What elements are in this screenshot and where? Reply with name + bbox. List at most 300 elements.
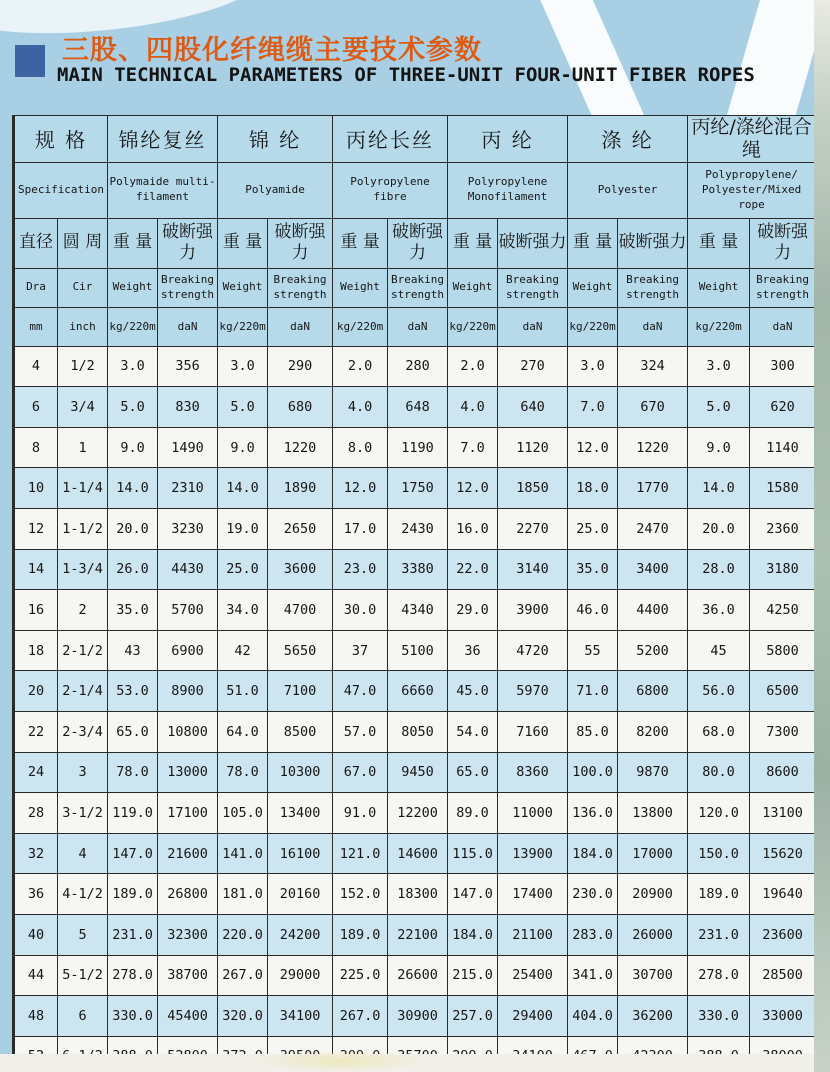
value-cell: 2360 xyxy=(750,508,817,549)
value-cell: 28.0 xyxy=(688,549,750,590)
value-cell: 8050 xyxy=(388,711,448,752)
value-cell: 13800 xyxy=(618,793,688,834)
value-cell: 57.0 xyxy=(333,711,388,752)
page-title-english: MAIN TECHNICAL PARAMETERS OF THREE-UNIT FOUR-UNIT FIBER ROPES xyxy=(57,64,755,86)
value-cell: 5970 xyxy=(498,671,568,712)
value-cell: 36200 xyxy=(618,996,688,1037)
group-header-polypropylene-mono-en: Polyropylene Monofilament xyxy=(448,162,568,218)
value-cell: 356 xyxy=(158,346,218,387)
table-row xyxy=(14,427,817,468)
value-cell: 25400 xyxy=(498,955,568,996)
value-cell: 231.0 xyxy=(688,914,750,955)
value-cell: 5100 xyxy=(388,630,448,671)
value-cell: 2430 xyxy=(388,508,448,549)
value-cell: 189.0 xyxy=(108,874,158,915)
col-header-breaking-cn: 破断强力 xyxy=(618,218,688,268)
value-cell: 267.0 xyxy=(333,996,388,1037)
value-cell: 141.0 xyxy=(218,833,268,874)
value-cell: 257.0 xyxy=(448,996,498,1037)
value-cell: 1750 xyxy=(388,468,448,509)
value-cell: 32300 xyxy=(158,914,218,955)
value-cell: 3180 xyxy=(750,549,817,590)
value-cell: 670 xyxy=(618,387,688,428)
value-cell: 22100 xyxy=(388,914,448,955)
value-cell: 20.0 xyxy=(688,508,750,549)
value-cell: 5.0 xyxy=(218,387,268,428)
col-header-weight-en: Weight xyxy=(333,268,388,307)
col-header-breaking-cn: 破断强力 xyxy=(750,218,817,268)
diameter-cell: 14 xyxy=(14,549,58,590)
value-cell: 4250 xyxy=(750,590,817,631)
value-cell: 71.0 xyxy=(568,671,618,712)
value-cell: 147.0 xyxy=(108,833,158,874)
col-header-weight-en: Weight xyxy=(688,268,750,307)
value-cell: 3.0 xyxy=(568,346,618,387)
value-cell: 29400 xyxy=(498,996,568,1037)
value-cell: 64.0 xyxy=(218,711,268,752)
value-cell: 300 xyxy=(750,346,817,387)
value-cell: 2.0 xyxy=(448,346,498,387)
value-cell: 22.0 xyxy=(448,549,498,590)
value-cell: 91.0 xyxy=(333,793,388,834)
value-cell: 7100 xyxy=(268,671,333,712)
value-cell: 120.0 xyxy=(688,793,750,834)
group-header-polypropylene-fibre: 丙纶长丝 xyxy=(333,116,448,163)
table-row xyxy=(14,711,817,752)
unit-mm: mm xyxy=(14,307,58,346)
value-cell: 12.0 xyxy=(333,468,388,509)
value-cell: 4700 xyxy=(268,590,333,631)
value-cell: 184.0 xyxy=(448,914,498,955)
value-cell: 28500 xyxy=(750,955,817,996)
value-cell: 8500 xyxy=(268,711,333,752)
value-cell: 8.0 xyxy=(333,427,388,468)
value-cell: 43 xyxy=(108,630,158,671)
value-cell: 5800 xyxy=(750,630,817,671)
value-cell: 150.0 xyxy=(688,833,750,874)
value-cell: 68.0 xyxy=(688,711,750,752)
value-cell: 47.0 xyxy=(333,671,388,712)
value-cell: 23.0 xyxy=(333,549,388,590)
value-cell: 65.0 xyxy=(448,752,498,793)
value-cell: 7.0 xyxy=(448,427,498,468)
value-cell: 320.0 xyxy=(218,996,268,1037)
value-cell: 270 xyxy=(498,346,568,387)
value-cell: 330.0 xyxy=(108,996,158,1037)
value-cell: 17000 xyxy=(618,833,688,874)
value-cell: 184.0 xyxy=(568,833,618,874)
value-cell: 36 xyxy=(448,630,498,671)
value-cell: 45 xyxy=(688,630,750,671)
table-row xyxy=(14,996,817,1037)
value-cell: 19.0 xyxy=(218,508,268,549)
group-header-nylon: 锦 纶 xyxy=(218,116,333,163)
value-cell: 283.0 xyxy=(568,914,618,955)
col-header-circumference-cn: 圆 周 xyxy=(58,218,108,268)
group-header-mixed-rope: 丙纶/涤纶混合绳 xyxy=(688,116,817,163)
value-cell: 9870 xyxy=(618,752,688,793)
value-cell: 67.0 xyxy=(333,752,388,793)
group-header-row-en xyxy=(14,162,817,218)
value-cell: 35.0 xyxy=(568,549,618,590)
group-header-nylon-multifilament: 锦纶复丝 xyxy=(108,116,218,163)
value-cell: 42 xyxy=(218,630,268,671)
value-cell: 17100 xyxy=(158,793,218,834)
group-header-nylon-en: Polyamide xyxy=(218,162,333,218)
value-cell: 12.0 xyxy=(568,427,618,468)
diameter-cell: 40 xyxy=(14,914,58,955)
value-cell: 18.0 xyxy=(568,468,618,509)
col-header-breaking-cn: 破断强力 xyxy=(158,218,218,268)
value-cell: 2650 xyxy=(268,508,333,549)
value-cell: 278.0 xyxy=(108,955,158,996)
value-cell: 13900 xyxy=(498,833,568,874)
col-header-weight-en: Weight xyxy=(568,268,618,307)
diameter-cell: 28 xyxy=(14,793,58,834)
value-cell: 56.0 xyxy=(688,671,750,712)
col-header-weight-cn: 重 量 xyxy=(448,218,498,268)
value-cell: 29000 xyxy=(268,955,333,996)
value-cell: 26.0 xyxy=(108,549,158,590)
value-cell: 6800 xyxy=(618,671,688,712)
value-cell: 20900 xyxy=(618,874,688,915)
value-cell: 231.0 xyxy=(108,914,158,955)
value-cell: 152.0 xyxy=(333,874,388,915)
value-cell: 8200 xyxy=(618,711,688,752)
circumference-cell: 2-1/2 xyxy=(58,630,108,671)
value-cell: 45.0 xyxy=(448,671,498,712)
value-cell: 830 xyxy=(158,387,218,428)
value-cell: 1220 xyxy=(268,427,333,468)
circumference-cell: 1-1/2 xyxy=(58,508,108,549)
value-cell: 5.0 xyxy=(688,387,750,428)
value-cell: 45400 xyxy=(158,996,218,1037)
group-header-specification: 规 格 xyxy=(14,116,108,163)
sub-header-row-en xyxy=(14,268,817,307)
col-header-breaking-en: Breaking strength xyxy=(498,268,568,307)
diameter-cell: 24 xyxy=(14,752,58,793)
value-cell: 404.0 xyxy=(568,996,618,1037)
value-cell: 55 xyxy=(568,630,618,671)
table-row xyxy=(14,914,817,955)
page-edge-strip xyxy=(814,0,830,1072)
diameter-cell: 18 xyxy=(14,630,58,671)
value-cell: 89.0 xyxy=(448,793,498,834)
value-cell: 1190 xyxy=(388,427,448,468)
value-cell: 7.0 xyxy=(568,387,618,428)
value-cell: 51.0 xyxy=(218,671,268,712)
group-header-nylon-multifilament-en: Polymaide multi-filament xyxy=(108,162,218,218)
table-row xyxy=(14,630,817,671)
col-header-breaking-en: Breaking strength xyxy=(750,268,817,307)
col-header-weight-cn: 重 量 xyxy=(108,218,158,268)
value-cell: 26000 xyxy=(618,914,688,955)
value-cell: 189.0 xyxy=(333,914,388,955)
value-cell: 30900 xyxy=(388,996,448,1037)
unit-dan: daN xyxy=(388,307,448,346)
value-cell: 34100 xyxy=(268,996,333,1037)
value-cell: 2310 xyxy=(158,468,218,509)
unit-dan: daN xyxy=(750,307,817,346)
diameter-cell: 6 xyxy=(14,387,58,428)
value-cell: 324 xyxy=(618,346,688,387)
value-cell: 1580 xyxy=(750,468,817,509)
col-header-weight-en: Weight xyxy=(218,268,268,307)
value-cell: 54.0 xyxy=(448,711,498,752)
value-cell: 181.0 xyxy=(218,874,268,915)
value-cell: 38700 xyxy=(158,955,218,996)
value-cell: 5200 xyxy=(618,630,688,671)
group-header-polypropylene-mono: 丙 纶 xyxy=(448,116,568,163)
value-cell: 23600 xyxy=(750,914,817,955)
value-cell: 20160 xyxy=(268,874,333,915)
circumference-cell: 2-3/4 xyxy=(58,711,108,752)
value-cell: 36.0 xyxy=(688,590,750,631)
value-cell: 85.0 xyxy=(568,711,618,752)
value-cell: 20.0 xyxy=(108,508,158,549)
value-cell: 115.0 xyxy=(448,833,498,874)
value-cell: 1890 xyxy=(268,468,333,509)
circumference-cell: 5 xyxy=(58,914,108,955)
value-cell: 136.0 xyxy=(568,793,618,834)
value-cell: 8360 xyxy=(498,752,568,793)
unit-dan: daN xyxy=(268,307,333,346)
group-header-mixed-rope-en: Polypropylene/​Polyester/​Mixed rope xyxy=(688,162,817,218)
diameter-cell: 36 xyxy=(14,874,58,915)
unit-inch: inch xyxy=(58,307,108,346)
diameter-cell: 20 xyxy=(14,671,58,712)
table-row xyxy=(14,671,817,712)
value-cell: 3600 xyxy=(268,549,333,590)
value-cell: 648 xyxy=(388,387,448,428)
value-cell: 18300 xyxy=(388,874,448,915)
value-cell: 26800 xyxy=(158,874,218,915)
unit-dan: daN xyxy=(158,307,218,346)
value-cell: 2270 xyxy=(498,508,568,549)
units-row xyxy=(14,307,817,346)
value-cell: 14.0 xyxy=(108,468,158,509)
value-cell: 2470 xyxy=(618,508,688,549)
value-cell: 4430 xyxy=(158,549,218,590)
col-header-breaking-en: Breaking strength xyxy=(618,268,688,307)
value-cell: 8600 xyxy=(750,752,817,793)
sub-header-row-cn xyxy=(14,218,817,268)
value-cell: 13100 xyxy=(750,793,817,834)
page-title-chinese: 三股、四股化纤绳缆主要技术参数 xyxy=(62,35,482,66)
diameter-cell: 10 xyxy=(14,468,58,509)
value-cell: 5.0 xyxy=(108,387,158,428)
value-cell: 10300 xyxy=(268,752,333,793)
value-cell: 290 xyxy=(268,346,333,387)
value-cell: 12200 xyxy=(388,793,448,834)
value-cell: 29.0 xyxy=(448,590,498,631)
value-cell: 3230 xyxy=(158,508,218,549)
value-cell: 1850 xyxy=(498,468,568,509)
col-header-breaking-cn: 破断强力 xyxy=(268,218,333,268)
value-cell: 37 xyxy=(333,630,388,671)
diameter-cell: 4 xyxy=(14,346,58,387)
value-cell: 35.0 xyxy=(108,590,158,631)
table-row xyxy=(14,833,817,874)
value-cell: 1220 xyxy=(618,427,688,468)
value-cell: 13000 xyxy=(158,752,218,793)
col-header-breaking-cn: 破断强力 xyxy=(388,218,448,268)
value-cell: 5650 xyxy=(268,630,333,671)
value-cell: 7160 xyxy=(498,711,568,752)
value-cell: 189.0 xyxy=(688,874,750,915)
col-header-breaking-cn: 破断强力 xyxy=(498,218,568,268)
group-header-row-cn xyxy=(14,116,817,163)
value-cell: 78.0 xyxy=(218,752,268,793)
table-row xyxy=(14,793,817,834)
col-header-weight-cn: 重 量 xyxy=(333,218,388,268)
unit-weight: kg/220m xyxy=(688,307,750,346)
table-row xyxy=(14,955,817,996)
value-cell: 24200 xyxy=(268,914,333,955)
value-cell: 1120 xyxy=(498,427,568,468)
value-cell: 330.0 xyxy=(688,996,750,1037)
value-cell: 640 xyxy=(498,387,568,428)
value-cell: 680 xyxy=(268,387,333,428)
value-cell: 100.0 xyxy=(568,752,618,793)
value-cell: 78.0 xyxy=(108,752,158,793)
value-cell: 6660 xyxy=(388,671,448,712)
value-cell: 46.0 xyxy=(568,590,618,631)
value-cell: 3.0 xyxy=(108,346,158,387)
value-cell: 33000 xyxy=(750,996,817,1037)
value-cell: 16.0 xyxy=(448,508,498,549)
value-cell: 121.0 xyxy=(333,833,388,874)
scan-smudge xyxy=(250,1050,430,1072)
unit-weight: kg/220m xyxy=(333,307,388,346)
value-cell: 5700 xyxy=(158,590,218,631)
value-cell: 2.0 xyxy=(333,346,388,387)
value-cell: 9450 xyxy=(388,752,448,793)
value-cell: 65.0 xyxy=(108,711,158,752)
value-cell: 3400 xyxy=(618,549,688,590)
col-header-weight-cn: 重 量 xyxy=(568,218,618,268)
table-row xyxy=(14,590,817,631)
value-cell: 6900 xyxy=(158,630,218,671)
value-cell: 8900 xyxy=(158,671,218,712)
value-cell: 9.0 xyxy=(688,427,750,468)
table-body xyxy=(14,346,817,1072)
value-cell: 215.0 xyxy=(448,955,498,996)
title-bullet-square xyxy=(15,45,45,77)
value-cell: 4720 xyxy=(498,630,568,671)
value-cell: 280 xyxy=(388,346,448,387)
circumference-cell: 6 xyxy=(58,996,108,1037)
unit-weight: kg/220m xyxy=(568,307,618,346)
value-cell: 3380 xyxy=(388,549,448,590)
value-cell: 19640 xyxy=(750,874,817,915)
value-cell: 267.0 xyxy=(218,955,268,996)
unit-weight: kg/220m xyxy=(108,307,158,346)
value-cell: 25.0 xyxy=(218,549,268,590)
col-header-weight-cn: 重 量 xyxy=(218,218,268,268)
value-cell: 119.0 xyxy=(108,793,158,834)
value-cell: 4.0 xyxy=(333,387,388,428)
value-cell: 1770 xyxy=(618,468,688,509)
value-cell: 15620 xyxy=(750,833,817,874)
value-cell: 3.0 xyxy=(218,346,268,387)
value-cell: 34.0 xyxy=(218,590,268,631)
unit-dan: daN xyxy=(498,307,568,346)
group-header-specification-en: Specification xyxy=(14,162,108,218)
value-cell: 14600 xyxy=(388,833,448,874)
value-cell: 17.0 xyxy=(333,508,388,549)
value-cell: 147.0 xyxy=(448,874,498,915)
value-cell: 220.0 xyxy=(218,914,268,955)
value-cell: 620 xyxy=(750,387,817,428)
col-header-diameter-en: Dra xyxy=(14,268,58,307)
table-row xyxy=(14,874,817,915)
value-cell: 21100 xyxy=(498,914,568,955)
diameter-cell: 22 xyxy=(14,711,58,752)
table-row xyxy=(14,508,817,549)
group-header-polyester: 涤 纶 xyxy=(568,116,688,163)
value-cell: 10800 xyxy=(158,711,218,752)
unit-weight: kg/220m xyxy=(448,307,498,346)
col-header-weight-en: Weight xyxy=(108,268,158,307)
diameter-cell: 16 xyxy=(14,590,58,631)
value-cell: 13400 xyxy=(268,793,333,834)
group-header-polyester-en: Polyester xyxy=(568,162,688,218)
value-cell: 6500 xyxy=(750,671,817,712)
circumference-cell: 1-3/4 xyxy=(58,549,108,590)
value-cell: 230.0 xyxy=(568,874,618,915)
unit-weight: kg/220m xyxy=(218,307,268,346)
value-cell: 53.0 xyxy=(108,671,158,712)
value-cell: 9.0 xyxy=(218,427,268,468)
diameter-cell: 12 xyxy=(14,508,58,549)
value-cell: 3140 xyxy=(498,549,568,590)
col-header-breaking-en: Breaking strength xyxy=(388,268,448,307)
value-cell: 225.0 xyxy=(333,955,388,996)
circumference-cell: 3/4 xyxy=(58,387,108,428)
value-cell: 1490 xyxy=(158,427,218,468)
value-cell: 1140 xyxy=(750,427,817,468)
value-cell: 341.0 xyxy=(568,955,618,996)
value-cell: 12.0 xyxy=(448,468,498,509)
circumference-cell: 1-1/4 xyxy=(58,468,108,509)
value-cell: 16100 xyxy=(268,833,333,874)
circumference-cell: 3 xyxy=(58,752,108,793)
diameter-cell: 8 xyxy=(14,427,58,468)
value-cell: 17400 xyxy=(498,874,568,915)
value-cell: 9.0 xyxy=(108,427,158,468)
value-cell: 30700 xyxy=(618,955,688,996)
value-cell: 25.0 xyxy=(568,508,618,549)
circumference-cell: 5-1/2 xyxy=(58,955,108,996)
circumference-cell: 4-1/2 xyxy=(58,874,108,915)
table-row xyxy=(14,549,817,590)
col-header-circumference-en: Cir xyxy=(58,268,108,307)
table-row xyxy=(14,752,817,793)
value-cell: 278.0 xyxy=(688,955,750,996)
circumference-cell: 1 xyxy=(58,427,108,468)
value-cell: 14.0 xyxy=(218,468,268,509)
value-cell: 7300 xyxy=(750,711,817,752)
value-cell: 26600 xyxy=(388,955,448,996)
circumference-cell: 4 xyxy=(58,833,108,874)
col-header-breaking-en: Breaking strength xyxy=(268,268,333,307)
diameter-cell: 48 xyxy=(14,996,58,1037)
value-cell: 80.0 xyxy=(688,752,750,793)
col-header-weight-en: Weight xyxy=(448,268,498,307)
circumference-cell: 2-1/4 xyxy=(58,671,108,712)
value-cell: 105.0 xyxy=(218,793,268,834)
